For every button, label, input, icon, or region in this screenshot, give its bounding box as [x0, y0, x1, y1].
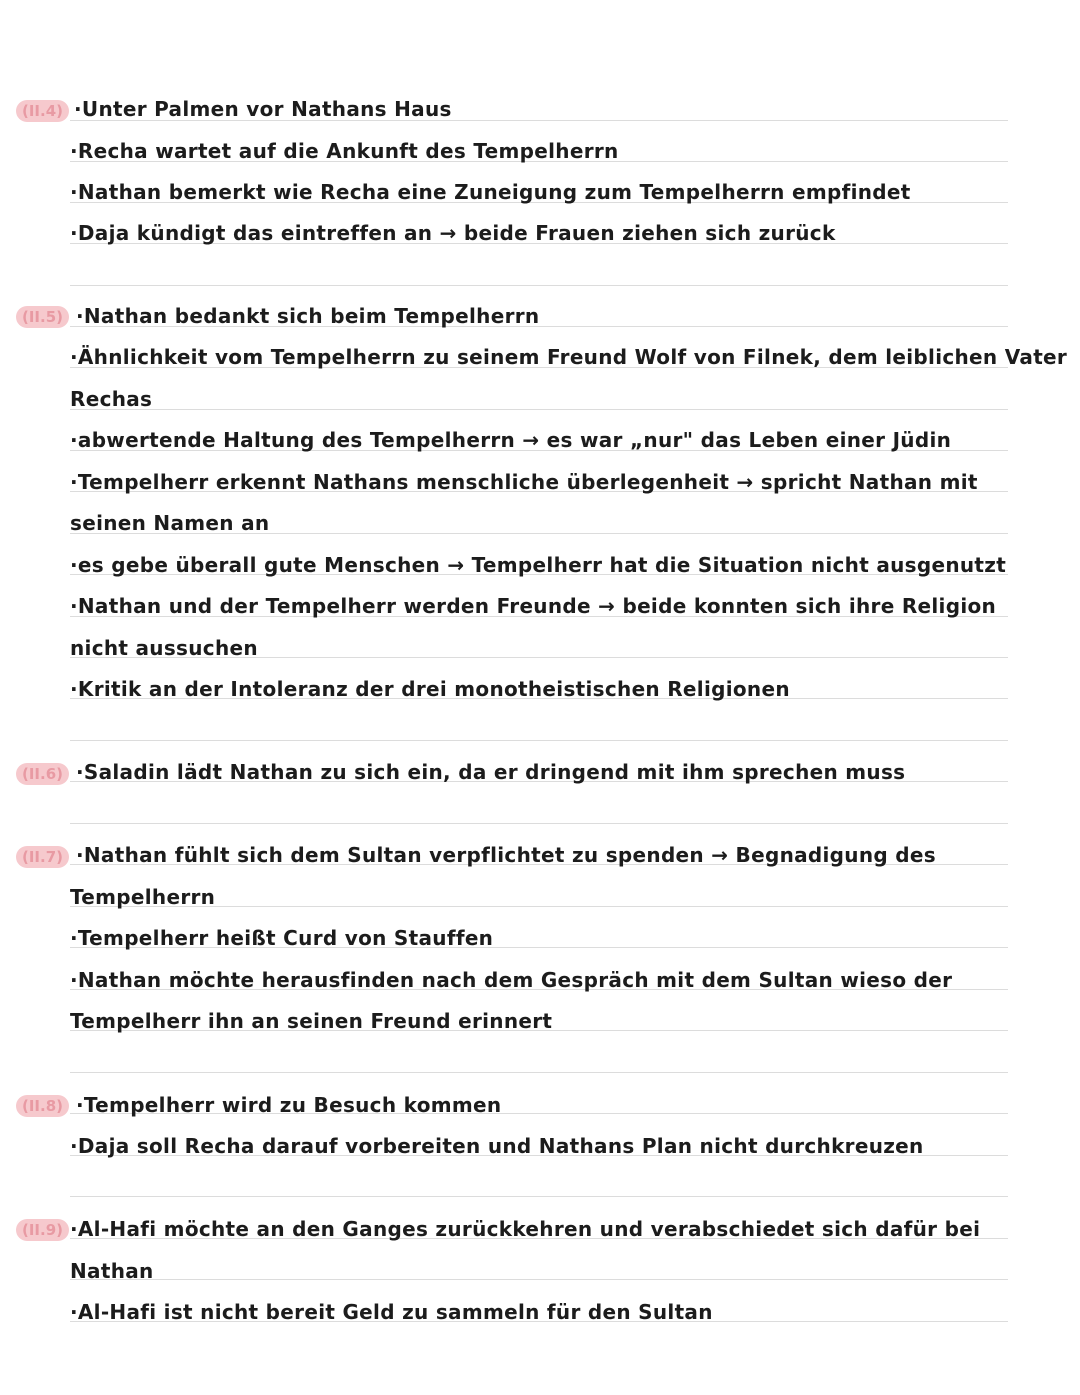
note-line: Nathan: [70, 1259, 154, 1283]
scene-tag-II-9: (II.9): [16, 1219, 69, 1241]
note-line: ·Tempelherr heißt Curd von Stauffen: [70, 926, 494, 950]
note-line: ·Nathan fühlt sich dem Sultan verpflichtet zu spenden → Begnadigung des: [76, 843, 936, 867]
note-line: ·Nathan bedankt sich beim Tempelherrn: [76, 304, 540, 328]
note-line: ·Nathan bemerkt wie Recha eine Zuneigung zum Tempelherrn empfindet: [70, 180, 911, 204]
scene-tag-II-7: (II.7): [16, 846, 69, 868]
note-line: nicht aussuchen: [70, 636, 258, 660]
scene-tag-II-4: (II.4): [16, 100, 69, 122]
note-line: ·Nathan und der Tempelherr werden Freunde → beide konnten sich ihre Religion: [70, 594, 997, 618]
ruled-line: [70, 823, 1008, 824]
note-line: ·Tempelherr erkennt Nathans menschliche überlegenheit → spricht Nathan mit: [70, 470, 978, 494]
note-line: ·Daja kündigt das eintreffen an → beide Frauen ziehen sich zurück: [70, 221, 836, 245]
ruled-line: [70, 1196, 1008, 1197]
ruled-line: [70, 1072, 1008, 1073]
note-line: ·es gebe überall gute Menschen → Tempelherr hat die Situation nicht ausgenutzt: [70, 553, 1007, 577]
note-line: ·abwertende Haltung des Tempelherrn → es war „nur" das Leben einer Jüdin: [70, 428, 952, 452]
note-line: Rechas: [70, 387, 153, 411]
note-line: ·Al-Hafi möchte an den Ganges zurückkehren und verabschiedet sich dafür bei: [70, 1217, 981, 1241]
ruled-line: [70, 285, 1008, 286]
note-line: seinen Namen an: [70, 511, 270, 535]
note-line: ·Saladin lädt Nathan zu sich ein, da er dringend mit ihm sprechen muss: [76, 760, 906, 784]
note-line: ·Tempelherr wird zu Besuch kommen: [76, 1093, 502, 1117]
scene-tag-II-8: (II.8): [16, 1095, 69, 1117]
note-line: ·Recha wartet auf die Ankunft des Tempelherrn: [70, 139, 619, 163]
note-line: ·Ähnlichkeit vom Tempelherrn zu seinem Freund Wolf von Filnek, dem leiblichen Vater: [70, 345, 1068, 369]
note-line: ·Daja soll Recha darauf vorbereiten und Nathans Plan nicht durchkreuzen: [70, 1134, 924, 1158]
ruled-line: [70, 740, 1008, 741]
note-line: ·Al-Hafi ist nicht bereit Geld zu sammeln für den Sultan: [70, 1300, 713, 1324]
scene-tag-II-5: (II.5): [16, 306, 69, 328]
scene-tag-II-6: (II.6): [16, 763, 69, 785]
note-line: Tempelherrn: [70, 885, 216, 909]
note-line: Tempelherr ihn an seinen Freund erinnert: [70, 1009, 553, 1033]
note-line: ·Kritik an der Intoleranz der drei monotheistischen Religionen: [70, 677, 790, 701]
note-line: ·Nathan möchte herausfinden nach dem Gespräch mit dem Sultan wieso der: [70, 968, 953, 992]
note-line: ·Unter Palmen vor Nathans Haus: [74, 97, 452, 121]
